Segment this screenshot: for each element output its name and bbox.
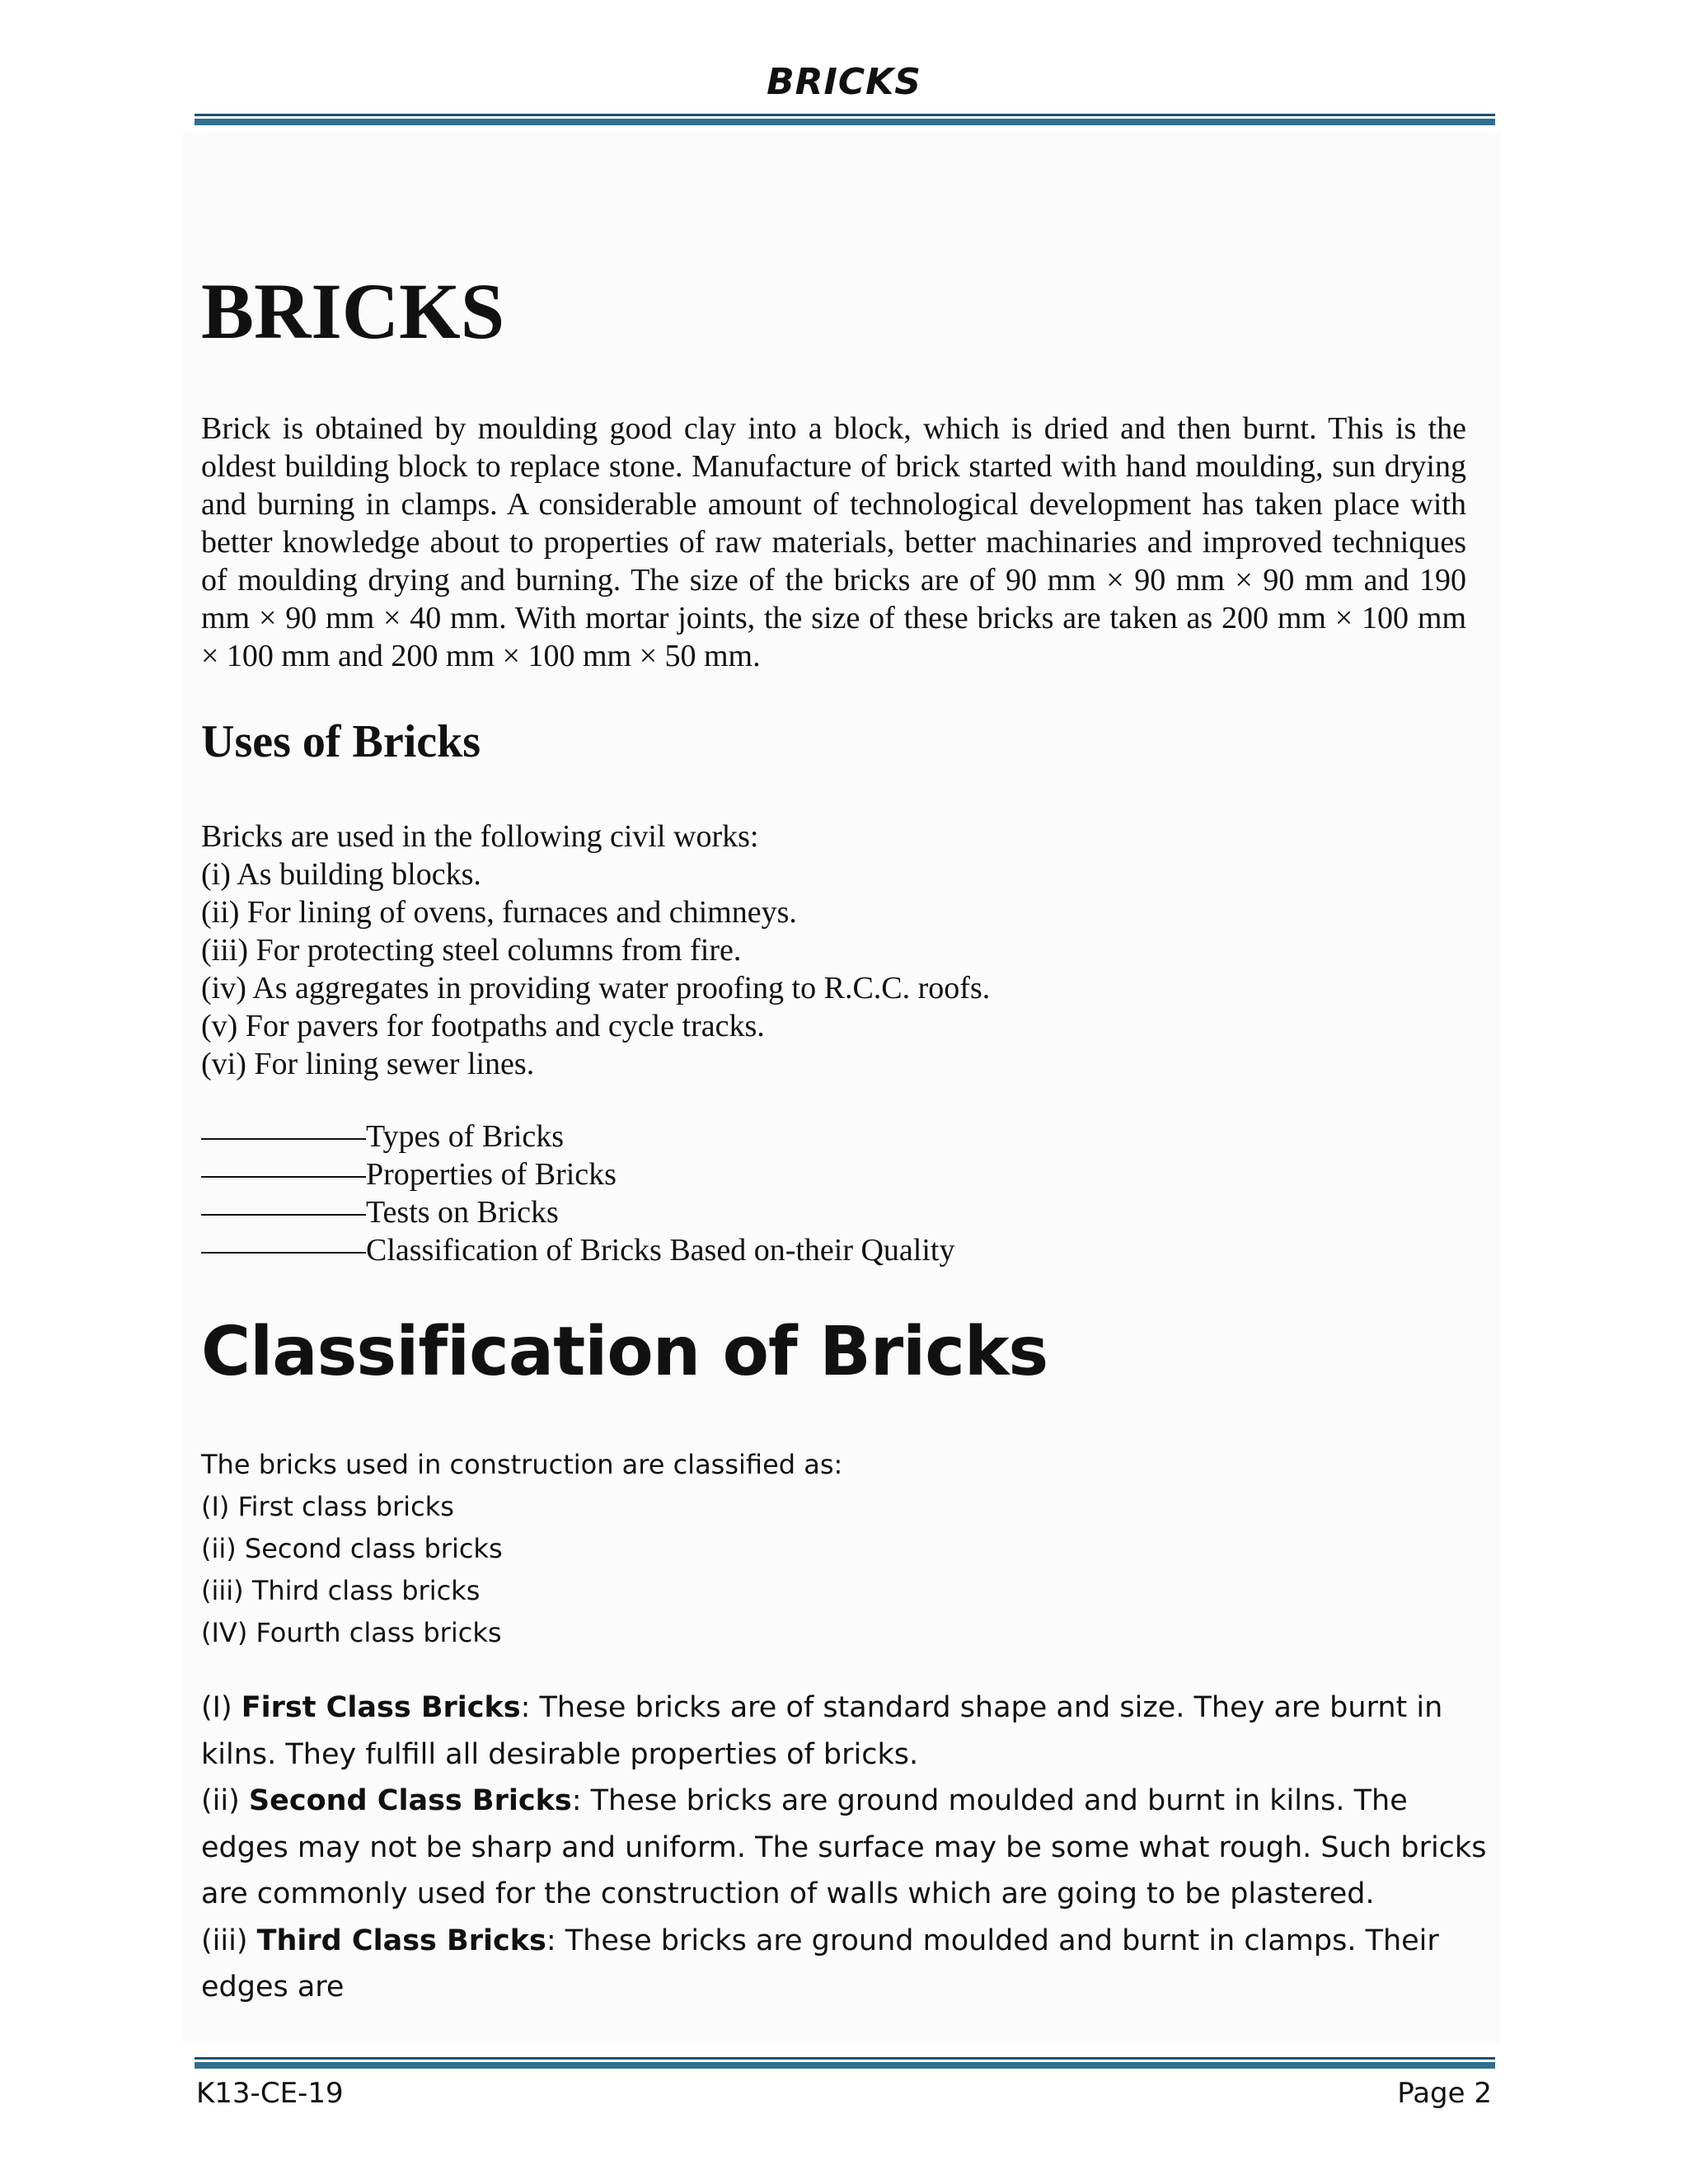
second-class-description: [201, 1778, 1487, 1918]
third-class-description: [201, 1918, 1487, 2011]
desc-prefix: (ii): [201, 1784, 249, 1817]
dash-rule: [201, 1214, 366, 1216]
related-links: [201, 1118, 954, 1269]
desc-prefix: (iii): [201, 1924, 257, 1957]
link-types-of-bricks[interactable]: Types of Bricks: [366, 1119, 565, 1154]
list-item: (iii) For protecting steel columns from fire.: [201, 933, 742, 968]
list-item: (ii) Second class bricks: [201, 1533, 503, 1564]
running-header: BRICKS: [767, 61, 921, 103]
header-rule: [195, 114, 1495, 125]
list-item: [201, 1193, 954, 1231]
footer-rule: [195, 2057, 1495, 2069]
list-item: (iv) As aggregates in providing water proofing to R.C.C. roofs.: [201, 971, 991, 1005]
intro-paragraph: Brick is obtained by moulding good clay into a block, which is dried and then burnt. This is the oldest building block to replace stone. Manufacture of brick started with hand moulding, sun drying and burning in clamps. A considerable amount of technological development has taken place with better knowledge about to properties of raw materials, better machinaries and improved techniques of moulding drying and burning. The size of the bricks are of 90 mm × 90 mm × 90 mm and 190 mm × 90 mm × 40 mm. With mortar joints, the size of these bricks are taken as 200 mm × 100 mm × 100 mm and 200 mm × 100 mm × 50 mm.: [201, 411, 1466, 673]
desc-prefix: (I): [201, 1691, 241, 1724]
list-item: [201, 1231, 954, 1269]
dash-rule: [201, 1176, 366, 1178]
page-number: Page 2: [1397, 2077, 1492, 2110]
page-title: BRICKS: [201, 267, 505, 355]
dash-rule: [201, 1252, 366, 1254]
link-properties-of-bricks[interactable]: Properties of Bricks: [366, 1157, 617, 1192]
classification-heading: Classification of Bricks: [201, 1313, 1048, 1391]
desc-text: : These bricks are ground moulded and burnt in clamps. Their edges are: [201, 1924, 1439, 2004]
list-item: (vi) For lining sewer lines.: [201, 1047, 535, 1081]
classification-list: [201, 1444, 842, 1654]
uses-intro: Bricks are used in the following civil works:: [201, 819, 759, 854]
list-item: (I) First class bricks: [201, 1491, 454, 1522]
uses-list: [201, 818, 990, 1083]
footer-code: K13-CE-19: [196, 2077, 344, 2110]
desc-term: First Class Bricks: [241, 1691, 521, 1724]
first-class-description: [201, 1685, 1487, 1778]
link-classification-quality[interactable]: Classification of Bricks Based on-their Quality: [366, 1233, 955, 1268]
classification-intro: The bricks used in construction are classified as:: [201, 1449, 843, 1480]
list-item: [201, 1118, 954, 1155]
list-item: (ii) For lining of ovens, furnaces and chimneys.: [201, 895, 797, 930]
list-item: (v) For pavers for footpaths and cycle tracks.: [201, 1009, 765, 1043]
desc-term: Third Class Bricks: [256, 1924, 546, 1957]
list-item: [201, 1155, 954, 1193]
dash-rule: [201, 1138, 366, 1140]
link-tests-on-bricks[interactable]: Tests on Bricks: [366, 1195, 559, 1230]
desc-text: : These bricks are ground moulded and burnt in kilns. The edges may not be sharp and uniform. The surface may be some what rough. Such bricks are commonly used for the construction of walls which are going to be plastered.: [201, 1784, 1487, 1910]
uses-heading: Uses of Bricks: [201, 716, 481, 767]
list-item: (i) As building blocks.: [201, 857, 481, 892]
desc-term: Second Class Bricks: [248, 1784, 572, 1817]
desc-text: : These bricks are of standard shape and size. They are burnt in kilns. They fulfill all desirable properties of bricks.: [201, 1691, 1443, 1771]
list-item: (IV) Fourth class bricks: [201, 1617, 502, 1648]
list-item: (iii) Third class bricks: [201, 1575, 481, 1606]
classification-descriptions: [201, 1685, 1487, 2011]
